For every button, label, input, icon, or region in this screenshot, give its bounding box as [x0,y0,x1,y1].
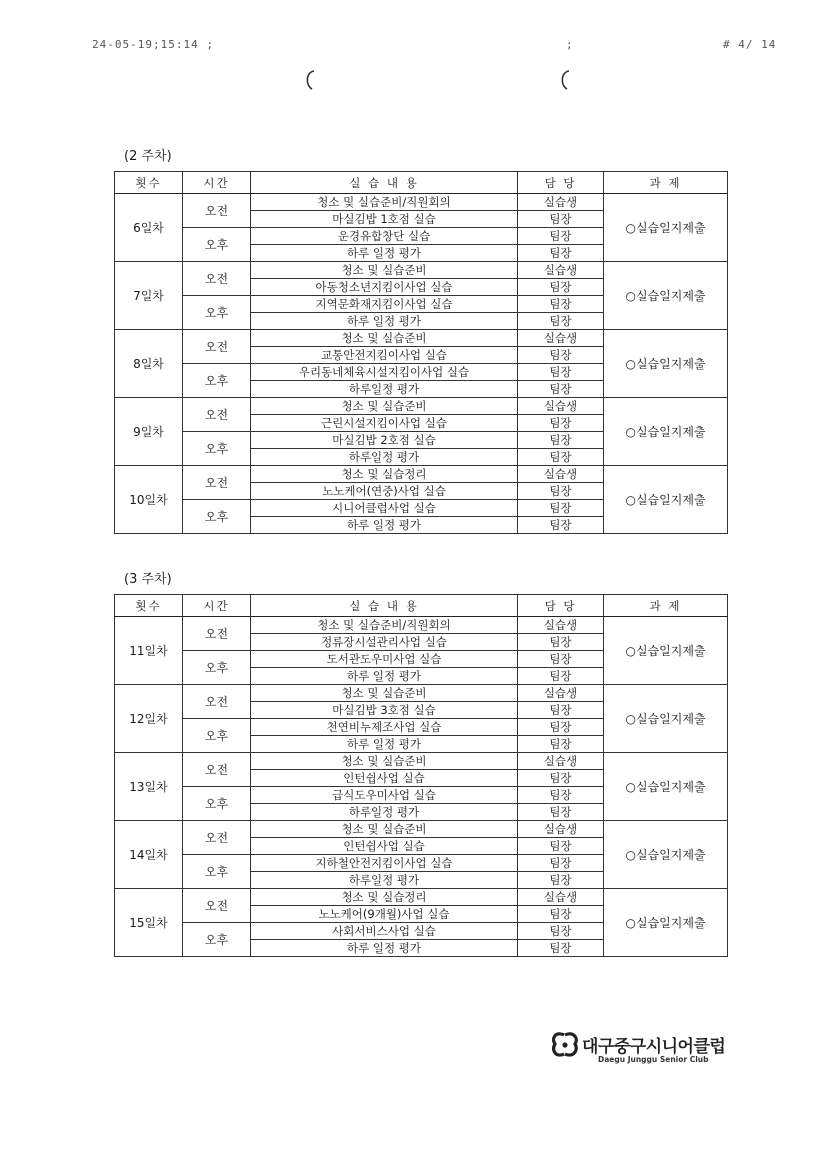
activity-owner-cell: 실습생 [518,330,604,347]
activity-owner-cell: 실습생 [518,398,604,415]
header-time: 시간 [183,172,251,194]
assignment-cell: ○실습일지제출 [604,685,728,753]
activity-content-cell: 청소 및 실습준비/직원회의 [251,617,518,634]
activity-owner-cell: 팀장 [518,279,604,296]
day-cell: 14일차 [115,821,183,889]
table-header-row [115,172,728,194]
activity-content-cell: 마실김밥 2호점 실습 [251,432,518,449]
table-header-row [115,595,728,617]
session-pm-cell: 오후 [183,364,251,398]
activity-content-cell: 청소 및 실습정리 [251,466,518,483]
session-pm-cell: 오후 [183,296,251,330]
activity-owner-cell: 팀장 [518,347,604,364]
session-pm-cell: 오후 [183,855,251,889]
table-row [115,466,728,483]
table-row [115,617,728,634]
punch-hole-mark [558,68,572,92]
activity-owner-cell: 팀장 [518,906,604,923]
activity-content-cell: 청소 및 실습준비 [251,262,518,279]
activity-content-cell: 하루일정 평가 [251,804,518,821]
day-cell: 7일차 [115,262,183,330]
activity-content-cell: 청소 및 실습준비 [251,753,518,770]
table-row [115,685,728,702]
activity-owner-cell: 팀장 [518,787,604,804]
fax-header-separator: ; [566,38,574,51]
session-am-cell: 오전 [183,685,251,719]
fax-header-page: # 4/ 14 [723,38,777,51]
session-am-cell: 오전 [183,262,251,296]
activity-owner-cell: 팀장 [518,313,604,330]
activity-owner-cell: 팀장 [518,245,604,262]
activity-content-cell: 노노케어(연중)사업 실습 [251,483,518,500]
club-logo-icon [550,1030,580,1062]
activity-owner-cell: 팀장 [518,736,604,753]
activity-content-cell: 근린시설지킴이사업 실습 [251,415,518,432]
activity-owner-cell: 실습생 [518,685,604,702]
activity-owner-cell: 팀장 [518,483,604,500]
assignment-cell: ○실습일지제출 [604,617,728,685]
session-pm-cell: 오후 [183,228,251,262]
table-row [115,821,728,838]
activity-owner-cell: 팀장 [518,364,604,381]
activity-owner-cell: 실습생 [518,821,604,838]
day-cell: 9일차 [115,398,183,466]
activity-owner-cell: 실습생 [518,889,604,906]
week-3-title: (3 주차) [124,572,172,587]
activity-owner-cell: 팀장 [518,855,604,872]
activity-content-cell: 마실김밥 3호점 실습 [251,702,518,719]
activity-content-cell: 인턴쉽사업 실습 [251,838,518,855]
day-cell: 6일차 [115,194,183,262]
activity-content-cell: 하루 일정 평가 [251,940,518,957]
activity-owner-cell: 팀장 [518,651,604,668]
activity-content-cell: 천연비누제조사업 실습 [251,719,518,736]
activity-owner-cell: 팀장 [518,719,604,736]
activity-owner-cell: 팀장 [518,500,604,517]
session-am-cell: 오전 [183,466,251,500]
week-3-schedule-table [114,594,728,957]
activity-owner-cell: 팀장 [518,668,604,685]
activity-owner-cell: 팀장 [518,381,604,398]
assignment-cell: ○실습일지제출 [604,753,728,821]
activity-owner-cell: 팀장 [518,228,604,245]
activity-content-cell: 하루 일정 평가 [251,245,518,262]
assignment-cell: ○실습일지제출 [604,194,728,262]
header-round: 횟수 [115,595,183,617]
activity-content-cell: 하루일정 평가 [251,872,518,889]
activity-content-cell: 청소 및 실습정리 [251,889,518,906]
activity-content-cell: 인턴쉽사업 실습 [251,770,518,787]
header-round: 횟수 [115,172,183,194]
header-task: 과 제 [604,595,728,617]
activity-content-cell: 하루 일정 평가 [251,313,518,330]
session-pm-cell: 오후 [183,719,251,753]
table-row [115,330,728,347]
activity-content-cell: 하루일정 평가 [251,381,518,398]
fax-header-timestamp: 24-05-19;15:14 ; [92,38,214,51]
club-logo [550,1028,740,1072]
activity-owner-cell: 팀장 [518,838,604,855]
header-owner: 담 당 [518,172,604,194]
session-pm-cell: 오후 [183,923,251,957]
activity-content-cell: 청소 및 실습준비 [251,685,518,702]
punch-hole-mark [303,68,317,92]
day-cell: 15일차 [115,889,183,957]
activity-content-cell: 아동청소년지킴이사업 실습 [251,279,518,296]
activity-owner-cell: 실습생 [518,194,604,211]
session-am-cell: 오전 [183,330,251,364]
activity-owner-cell: 팀장 [518,517,604,534]
activity-owner-cell: 팀장 [518,940,604,957]
assignment-cell: ○실습일지제출 [604,889,728,957]
table-row [115,262,728,279]
session-am-cell: 오전 [183,821,251,855]
table-row [115,753,728,770]
activity-content-cell: 사회서비스사업 실습 [251,923,518,940]
activity-content-cell: 청소 및 실습준비 [251,821,518,838]
activity-content-cell: 정류장시설관리사업 실습 [251,634,518,651]
activity-owner-cell: 팀장 [518,770,604,787]
activity-content-cell: 지역문화재지킴이사업 실습 [251,296,518,313]
activity-content-cell: 청소 및 실습준비 [251,330,518,347]
header-task: 과 제 [604,172,728,194]
assignment-cell: ○실습일지제출 [604,262,728,330]
week-2-schedule-table [114,171,728,534]
session-pm-cell: 오후 [183,432,251,466]
activity-content-cell: 청소 및 실습준비/직원회의 [251,194,518,211]
activity-content-cell: 시니어클럽사업 실습 [251,500,518,517]
activity-owner-cell: 팀장 [518,211,604,228]
activity-owner-cell: 실습생 [518,617,604,634]
activity-content-cell: 지하철안전지킴이사업 실습 [251,855,518,872]
activity-content-cell: 우리동네체육시설지킴이사업 실습 [251,364,518,381]
activity-owner-cell: 실습생 [518,753,604,770]
day-cell: 11일차 [115,617,183,685]
assignment-cell: ○실습일지제출 [604,330,728,398]
activity-owner-cell: 실습생 [518,466,604,483]
activity-content-cell: 교통안전지킴이사업 실습 [251,347,518,364]
activity-owner-cell: 팀장 [518,804,604,821]
table-row [115,194,728,211]
assignment-cell: ○실습일지제출 [604,398,728,466]
activity-owner-cell: 팀장 [518,634,604,651]
day-cell: 8일차 [115,330,183,398]
activity-content-cell: 하루일정 평가 [251,449,518,466]
club-logo-name: 대구중구시니어클럽 [582,1037,726,1057]
header-time: 시간 [183,595,251,617]
session-am-cell: 오전 [183,617,251,651]
header-owner: 담 당 [518,595,604,617]
activity-content-cell: 하루 일정 평가 [251,517,518,534]
activity-content-cell: 운경유합창단 실습 [251,228,518,245]
activity-content-cell: 하루 일정 평가 [251,668,518,685]
day-cell: 10일차 [115,466,183,534]
activity-content-cell: 청소 및 실습준비 [251,398,518,415]
header-content: 실 습 내 용 [251,595,518,617]
session-pm-cell: 오후 [183,651,251,685]
activity-owner-cell: 팀장 [518,872,604,889]
session-am-cell: 오전 [183,889,251,923]
assignment-cell: ○실습일지제출 [604,821,728,889]
header-content: 실 습 내 용 [251,172,518,194]
week-2-title: (2 주차) [124,149,172,164]
activity-owner-cell: 팀장 [518,415,604,432]
activity-owner-cell: 팀장 [518,296,604,313]
activity-owner-cell: 팀장 [518,702,604,719]
activity-content-cell: 도서관도우미사업 실습 [251,651,518,668]
session-pm-cell: 오후 [183,500,251,534]
activity-content-cell: 급식도우미사업 실습 [251,787,518,804]
activity-content-cell: 마실김밥 1호점 실습 [251,211,518,228]
table-row [115,398,728,415]
table-row [115,889,728,906]
assignment-cell: ○실습일지제출 [604,466,728,534]
activity-content-cell: 하루 일정 평가 [251,736,518,753]
day-cell: 12일차 [115,685,183,753]
activity-owner-cell: 실습생 [518,262,604,279]
session-pm-cell: 오후 [183,787,251,821]
session-am-cell: 오전 [183,398,251,432]
day-cell: 13일차 [115,753,183,821]
club-logo-subtitle: Daegu Junggu Senior Club [598,1055,709,1064]
activity-owner-cell: 팀장 [518,432,604,449]
activity-content-cell: 노노케어(9개월)사업 실습 [251,906,518,923]
session-am-cell: 오전 [183,194,251,228]
activity-owner-cell: 팀장 [518,923,604,940]
activity-owner-cell: 팀장 [518,449,604,466]
session-am-cell: 오전 [183,753,251,787]
